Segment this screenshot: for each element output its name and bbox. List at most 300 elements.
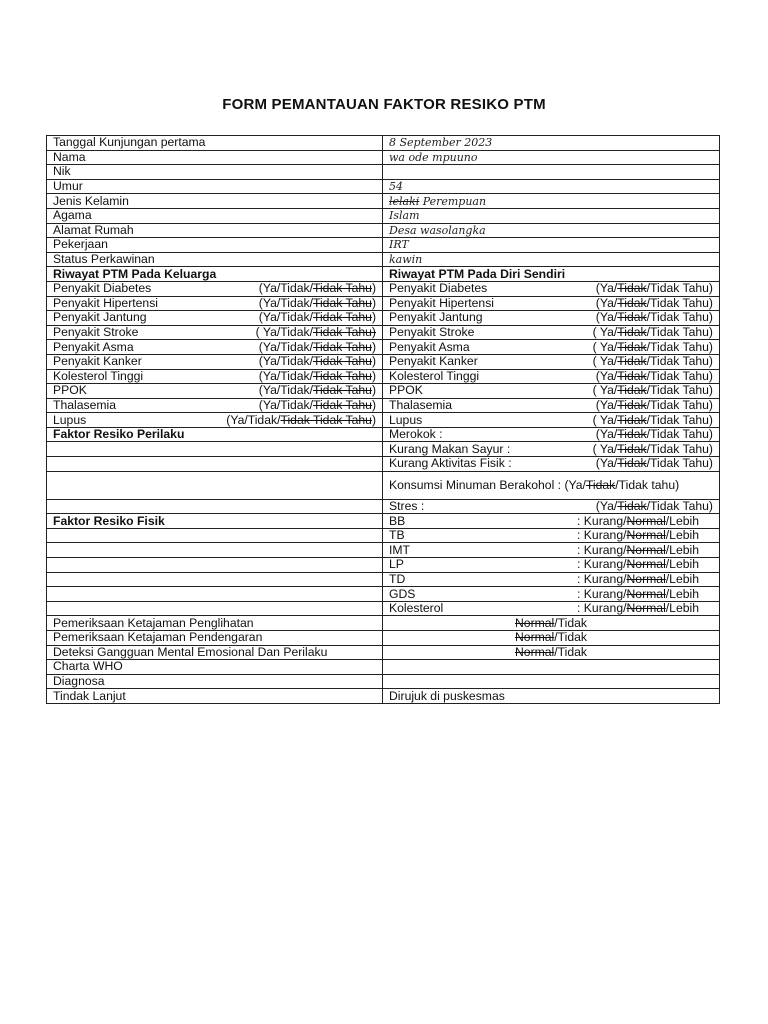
table-row (47, 354, 720, 369)
identity-value-cell (383, 136, 720, 151)
option-choices (577, 544, 713, 557)
option-struck: Tidak (617, 441, 647, 456)
option-choices (259, 341, 376, 354)
field-label: Jenis Kelamin (53, 193, 129, 208)
option-struck: Tidak (585, 477, 616, 492)
identity-label-cell (47, 150, 383, 165)
identity-value-cell (383, 223, 720, 238)
option-choices (596, 457, 713, 470)
option-struck: Tidak (617, 296, 647, 310)
option-open: (Ya/ (595, 310, 618, 325)
option-close: /Tidak tahu) (615, 477, 680, 492)
disease-label: PPOK (53, 383, 87, 398)
behavior-label: Kurang Aktivitas Fisik : (389, 456, 512, 471)
option-choices (596, 428, 713, 441)
option-choices (593, 384, 713, 397)
disease-label: Penyakit Diabetes (389, 281, 488, 296)
option-open: (Ya/Tidak/ (226, 412, 281, 427)
self-history-cell (383, 296, 720, 311)
disease-label: Kolesterol Tinggi (53, 369, 144, 383)
option-struck: Normal (514, 630, 555, 645)
option-open: (Ya/ (595, 427, 618, 442)
table-row (47, 413, 720, 428)
option-close: /Tidak Tahu) (646, 427, 713, 442)
option-struck: Tidak (617, 456, 647, 471)
physical-left-cell (47, 543, 383, 558)
option-close: ) (371, 412, 376, 427)
table-row (47, 689, 720, 704)
physical-right-cell (383, 587, 720, 602)
charta-label-cell (47, 660, 383, 675)
option-choices (596, 370, 713, 383)
physical-left-cell (47, 572, 383, 587)
alcohol-text: Konsumsi Minuman Berakohol : (Ya/ (389, 477, 586, 492)
handwritten-value: Islam (389, 209, 420, 223)
self-history-cell (383, 384, 720, 399)
disease-label: Lupus (389, 412, 423, 427)
option-struck: Tidak Tahu) (312, 325, 376, 340)
option-struck: Tidak Tahu (312, 354, 372, 369)
identity-value-cell (383, 238, 720, 253)
family-history-cell (47, 340, 383, 355)
option-close: /Tidak (554, 630, 588, 645)
behavior-left-cell (47, 442, 383, 457)
exam-value-cell (383, 616, 720, 631)
option-open: : Kurang/ (577, 513, 627, 528)
identity-label-cell (47, 238, 383, 253)
option-choices (596, 399, 713, 412)
option-close: /Tidak Tahu) (646, 325, 713, 340)
option-struck: Tidak (617, 310, 647, 325)
option-close: /Tidak Tahu) (646, 441, 713, 456)
option-struck: Tidak Tahu (312, 310, 372, 325)
option-close: /Tidak Tahu) (646, 398, 713, 412)
table-row (47, 514, 720, 529)
option-close: /Tidak Tahu) (646, 369, 713, 383)
option-close: /Tidak (554, 645, 588, 659)
family-history-cell (47, 398, 383, 413)
self-history-cell (383, 311, 720, 326)
exam-label: Deteksi Gangguan Mental Emosional Dan Perilaku (53, 645, 328, 659)
option-close: ) (371, 398, 376, 412)
family-history-cell (47, 296, 383, 311)
option-struck: Normal (626, 513, 666, 528)
option-struck: Tidak (617, 325, 647, 340)
option-open: (Ya/ (595, 281, 618, 296)
table-row (47, 136, 720, 151)
option-struck: Normal (626, 557, 666, 572)
option-open: (Ya/ (595, 369, 618, 383)
table-row (47, 674, 720, 689)
measure-label: LP (389, 557, 404, 572)
table-row (47, 165, 720, 180)
option-choices (226, 414, 376, 427)
option-choices (596, 311, 713, 324)
table-row (47, 252, 720, 267)
physical-right-cell (383, 514, 720, 529)
option-close: /Tidak Tahu) (646, 310, 713, 325)
exam-label: Pemeriksaan Ketajaman Pendengaran (53, 630, 263, 645)
option-close: /Lebih (665, 542, 699, 557)
disease-label: Penyakit Jantung (53, 310, 147, 325)
option-close: ) (371, 310, 376, 325)
physical-right-cell (383, 601, 720, 616)
identity-value-cell (383, 208, 720, 223)
disease-label: Thalasemia (389, 398, 452, 412)
behavior-left-cell (47, 457, 383, 472)
option-struck: Tidak Tahu (312, 383, 372, 398)
option-close: /Tidak Tahu) (646, 456, 713, 471)
option-open: : Kurang/ (577, 586, 627, 601)
handwritten-value: IRT (389, 238, 409, 252)
table-row (47, 499, 720, 514)
field-label: Nik (53, 164, 71, 179)
table-row (47, 150, 720, 165)
table-row (47, 325, 720, 340)
field-label: Charta WHO (53, 659, 123, 674)
family-header-cell (47, 267, 383, 282)
option-struck: Tidak (617, 339, 647, 354)
option-choices (577, 588, 713, 601)
option-struck: Tidak Tahu (312, 369, 372, 383)
exam-value-cell (383, 631, 720, 646)
physical-right-cell (383, 558, 720, 573)
exam-label: Pemeriksaan Ketajaman Penglihatan (53, 615, 254, 630)
handwritten-value: wa ode mpuuno (389, 150, 478, 164)
alcohol-cell (383, 471, 720, 499)
option-struck: Tidak (617, 281, 647, 296)
exam-label-cell (47, 645, 383, 660)
physical-left-cell (47, 528, 383, 543)
option-struck: Normal (514, 645, 555, 659)
option-open: (Ya/Tidak/ (258, 398, 313, 412)
option-struck: Normal (626, 542, 666, 557)
behavior-right-cell (383, 457, 720, 472)
table-row (47, 267, 720, 282)
table-row (47, 543, 720, 558)
behavior-left-cell (47, 499, 383, 514)
exam-value-cell (383, 645, 720, 660)
table-row (47, 528, 720, 543)
behavior-label: Stres : (389, 499, 425, 513)
identity-label-cell (47, 223, 383, 238)
table-body (47, 136, 720, 704)
family-history-cell (47, 413, 383, 428)
field-value: Dirujuk di puskesmas (389, 688, 505, 703)
disease-label: Penyakit Stroke (53, 325, 139, 340)
option-open: : Kurang/ (577, 542, 627, 557)
option-choices (593, 326, 713, 339)
field-label: Pekerjaan (53, 237, 108, 252)
option-choices (593, 341, 713, 354)
option-open: ( Ya/ (592, 412, 618, 427)
option-close: ) (371, 369, 376, 383)
section-header: Faktor Resiko Perilaku (53, 427, 185, 442)
table-row (47, 631, 720, 646)
option-close: /Tidak Tahu) (646, 339, 713, 354)
disease-label: Penyakit Asma (53, 339, 134, 354)
stress-cell (383, 499, 720, 514)
identity-value-cell (383, 194, 720, 209)
self-header-cell (383, 267, 720, 282)
option-struck: Normal (626, 586, 666, 601)
field-label: Status Perkawinan (53, 252, 155, 267)
risk-factor-table (46, 135, 720, 704)
physical-left-cell (47, 514, 383, 529)
option-close: /Lebih (665, 513, 699, 528)
option-open: ( Ya/ (592, 354, 618, 369)
handwritten-value: 8 September 2023 (389, 136, 493, 150)
identity-value-cell (383, 179, 720, 194)
option-choices (577, 602, 713, 615)
table-row (47, 587, 720, 602)
field-label: Umur (53, 179, 83, 194)
option-open: ( Ya/ (592, 383, 618, 398)
option-choices (259, 355, 376, 368)
family-history-cell (47, 354, 383, 369)
option-open: : Kurang/ (577, 528, 627, 543)
identity-value-cell (383, 150, 720, 165)
behavior-right-cell (383, 442, 720, 457)
identity-label-cell (47, 165, 383, 180)
section-header: Riwayat PTM Pada Keluarga (53, 266, 217, 281)
diagnosa-label-cell (47, 674, 383, 689)
table-row (47, 457, 720, 472)
option-struck: Tidak (617, 412, 647, 427)
section-header: Faktor Resiko Fisik (53, 513, 165, 528)
table-row (47, 601, 720, 616)
family-history-cell (47, 325, 383, 340)
option-open: ( Ya/ (592, 339, 618, 354)
option-open: (Ya/ (595, 456, 618, 471)
option-close: /Lebih (665, 601, 699, 616)
option-open: (Ya/Tidak/ (258, 296, 313, 310)
option-struck: Tidak (617, 499, 647, 513)
option-close: ) (371, 296, 376, 310)
disease-label: Penyakit Stroke (389, 325, 475, 340)
disease-label: Penyakit Kanker (389, 354, 478, 369)
option-choices (259, 370, 376, 383)
option-open: : Kurang/ (577, 557, 627, 572)
physical-left-cell (47, 587, 383, 602)
option-open: (Ya/ (595, 499, 618, 513)
option-close: /Lebih (665, 528, 699, 543)
handwritten-value: Perempuan (422, 194, 487, 208)
option-choices (593, 355, 713, 368)
option-struck: Normal (626, 572, 666, 586)
table-row (47, 311, 720, 326)
handwritten-value: 54 (389, 180, 403, 194)
struck-value: lelaki (389, 194, 420, 208)
table-row (47, 223, 720, 238)
option-choices (259, 311, 376, 324)
identity-label-cell (47, 252, 383, 267)
field-label: Diagnosa (53, 674, 105, 689)
exam-label-cell (47, 616, 383, 631)
measure-label: Kolesterol (389, 601, 444, 616)
field-label: Agama (53, 208, 92, 223)
option-close: /Tidak Tahu) (646, 412, 713, 427)
option-struck: Tidak Tahu (312, 398, 372, 412)
option-struck: Tidak (617, 427, 647, 442)
option-close: /Tidak (554, 615, 588, 630)
tindak-value-cell (383, 689, 720, 704)
disease-label: Penyakit Hipertensi (53, 296, 158, 310)
option-choices (259, 399, 376, 412)
tindak-label-cell (47, 689, 383, 704)
measure-label: IMT (389, 542, 410, 557)
exam-label-cell (47, 631, 383, 646)
self-history-cell (383, 369, 720, 384)
option-struck: Tidak Tidak Tahu (280, 412, 372, 427)
physical-right-cell (383, 543, 720, 558)
table-row (47, 645, 720, 660)
option-close: ) (371, 354, 376, 369)
option-close: ) (371, 383, 376, 398)
option-struck: Tidak Tahu (312, 339, 372, 354)
family-history-cell (47, 384, 383, 399)
table-row (47, 179, 720, 194)
option-struck: Tidak (617, 369, 647, 383)
self-history-cell (383, 340, 720, 355)
table-row (47, 427, 720, 442)
option-close: /Lebih (665, 586, 699, 601)
table-row (47, 340, 720, 355)
handwritten-value: kawin (389, 253, 423, 267)
self-history-cell (383, 325, 720, 340)
option-close: /Tidak Tahu) (646, 354, 713, 369)
option-close: /Lebih (665, 557, 699, 572)
option-open: : Kurang/ (577, 601, 627, 616)
table-row (47, 384, 720, 399)
option-close: /Tidak Tahu) (646, 281, 713, 296)
option-choices (577, 515, 713, 528)
physical-left-cell (47, 601, 383, 616)
option-choices (577, 529, 713, 542)
table-row (47, 442, 720, 457)
table-row (47, 616, 720, 631)
form-title: FORM PEMANTAUAN FAKTOR RESIKO PTM (222, 96, 546, 113)
table-row (47, 660, 720, 675)
table-row (47, 558, 720, 573)
disease-label: Penyakit Hipertensi (389, 296, 494, 310)
physical-left-cell (47, 558, 383, 573)
family-history-cell (47, 311, 383, 326)
option-open: (Ya/Tidak/ (258, 354, 313, 369)
self-history-cell (383, 413, 720, 428)
disease-label: PPOK (389, 383, 423, 398)
option-struck: Tidak Tahu (312, 281, 372, 296)
option-open: : Kurang/ (577, 572, 627, 586)
behavior-label: Kurang Makan Sayur : (389, 441, 511, 456)
field-label: Tanggal Kunjungan pertama (53, 135, 206, 150)
disease-label: Penyakit Jantung (389, 310, 483, 325)
option-open: (Ya/Tidak/ (258, 310, 313, 325)
measure-label: TB (389, 528, 405, 543)
identity-label-cell (47, 208, 383, 223)
option-open: (Ya/Tidak/ (258, 339, 313, 354)
charta-value-cell (383, 660, 720, 675)
option-struck: Tidak (617, 398, 647, 412)
option-choices (577, 573, 713, 586)
table-row (47, 238, 720, 253)
option-struck: Normal (626, 528, 666, 543)
field-label: Nama (53, 150, 86, 164)
identity-label-cell (47, 179, 383, 194)
disease-label: Thalasemia (53, 398, 116, 412)
option-struck: Tidak (617, 383, 647, 398)
option-choices (596, 282, 713, 295)
option-choices (596, 500, 713, 513)
section-header: Riwayat PTM Pada Diri Sendiri (389, 266, 566, 281)
family-history-cell (47, 281, 383, 296)
option-choices (577, 558, 713, 571)
behavior-left-cell (47, 427, 383, 442)
table-row (47, 398, 720, 413)
option-open: (Ya/ (595, 296, 618, 310)
option-choices (596, 297, 713, 310)
option-struck: Normal (514, 615, 555, 630)
option-open: (Ya/Tidak/ (258, 383, 313, 398)
option-close: /Tidak Tahu) (646, 499, 713, 513)
option-choices (593, 443, 713, 456)
identity-value-cell (383, 165, 720, 180)
self-history-cell (383, 281, 720, 296)
disease-label: Penyakit Kanker (53, 354, 142, 369)
behavior-left-cell (47, 471, 383, 499)
option-choices (593, 414, 713, 427)
behavior-right-cell (383, 427, 720, 442)
table-row (47, 471, 720, 499)
behavior-label: Merokok : (389, 427, 443, 442)
identity-value-cell (383, 252, 720, 267)
identity-label-cell (47, 194, 383, 209)
self-history-cell (383, 398, 720, 413)
table-row (47, 296, 720, 311)
option-open: ( Ya/ (592, 441, 618, 456)
option-close: /Tidak Tahu) (646, 383, 713, 398)
option-choices (259, 297, 376, 310)
option-close: /Tidak Tahu) (646, 296, 713, 310)
field-label: Alamat Rumah (53, 223, 134, 237)
option-open: (Ya/Tidak/ (258, 369, 313, 383)
handwritten-value: Desa wasolangka (389, 223, 486, 237)
option-open: ( Ya/ (592, 325, 618, 340)
option-struck: Tidak Tahu (312, 296, 372, 310)
measure-label: GDS (389, 586, 416, 601)
option-open: ( Ya/Tidak/ (255, 325, 313, 340)
option-open: (Ya/ (595, 398, 618, 412)
table-row (47, 369, 720, 384)
option-choices (259, 282, 376, 295)
disease-label: Penyakit Asma (389, 339, 470, 354)
measure-label: TD (389, 572, 406, 586)
table-row (47, 194, 720, 209)
option-open: (Ya/Tidak/ (258, 281, 313, 296)
diagnosa-value-cell (383, 674, 720, 689)
option-close: ) (371, 281, 376, 296)
option-choices (256, 326, 376, 339)
table-row (47, 208, 720, 223)
family-history-cell (47, 369, 383, 384)
option-close: /Lebih (665, 572, 699, 586)
measure-label: BB (389, 513, 406, 528)
physical-right-cell (383, 572, 720, 587)
self-history-cell (383, 354, 720, 369)
option-close: ) (371, 339, 376, 354)
option-struck: Tidak (617, 354, 647, 369)
disease-label: Kolesterol Tinggi (389, 369, 480, 383)
